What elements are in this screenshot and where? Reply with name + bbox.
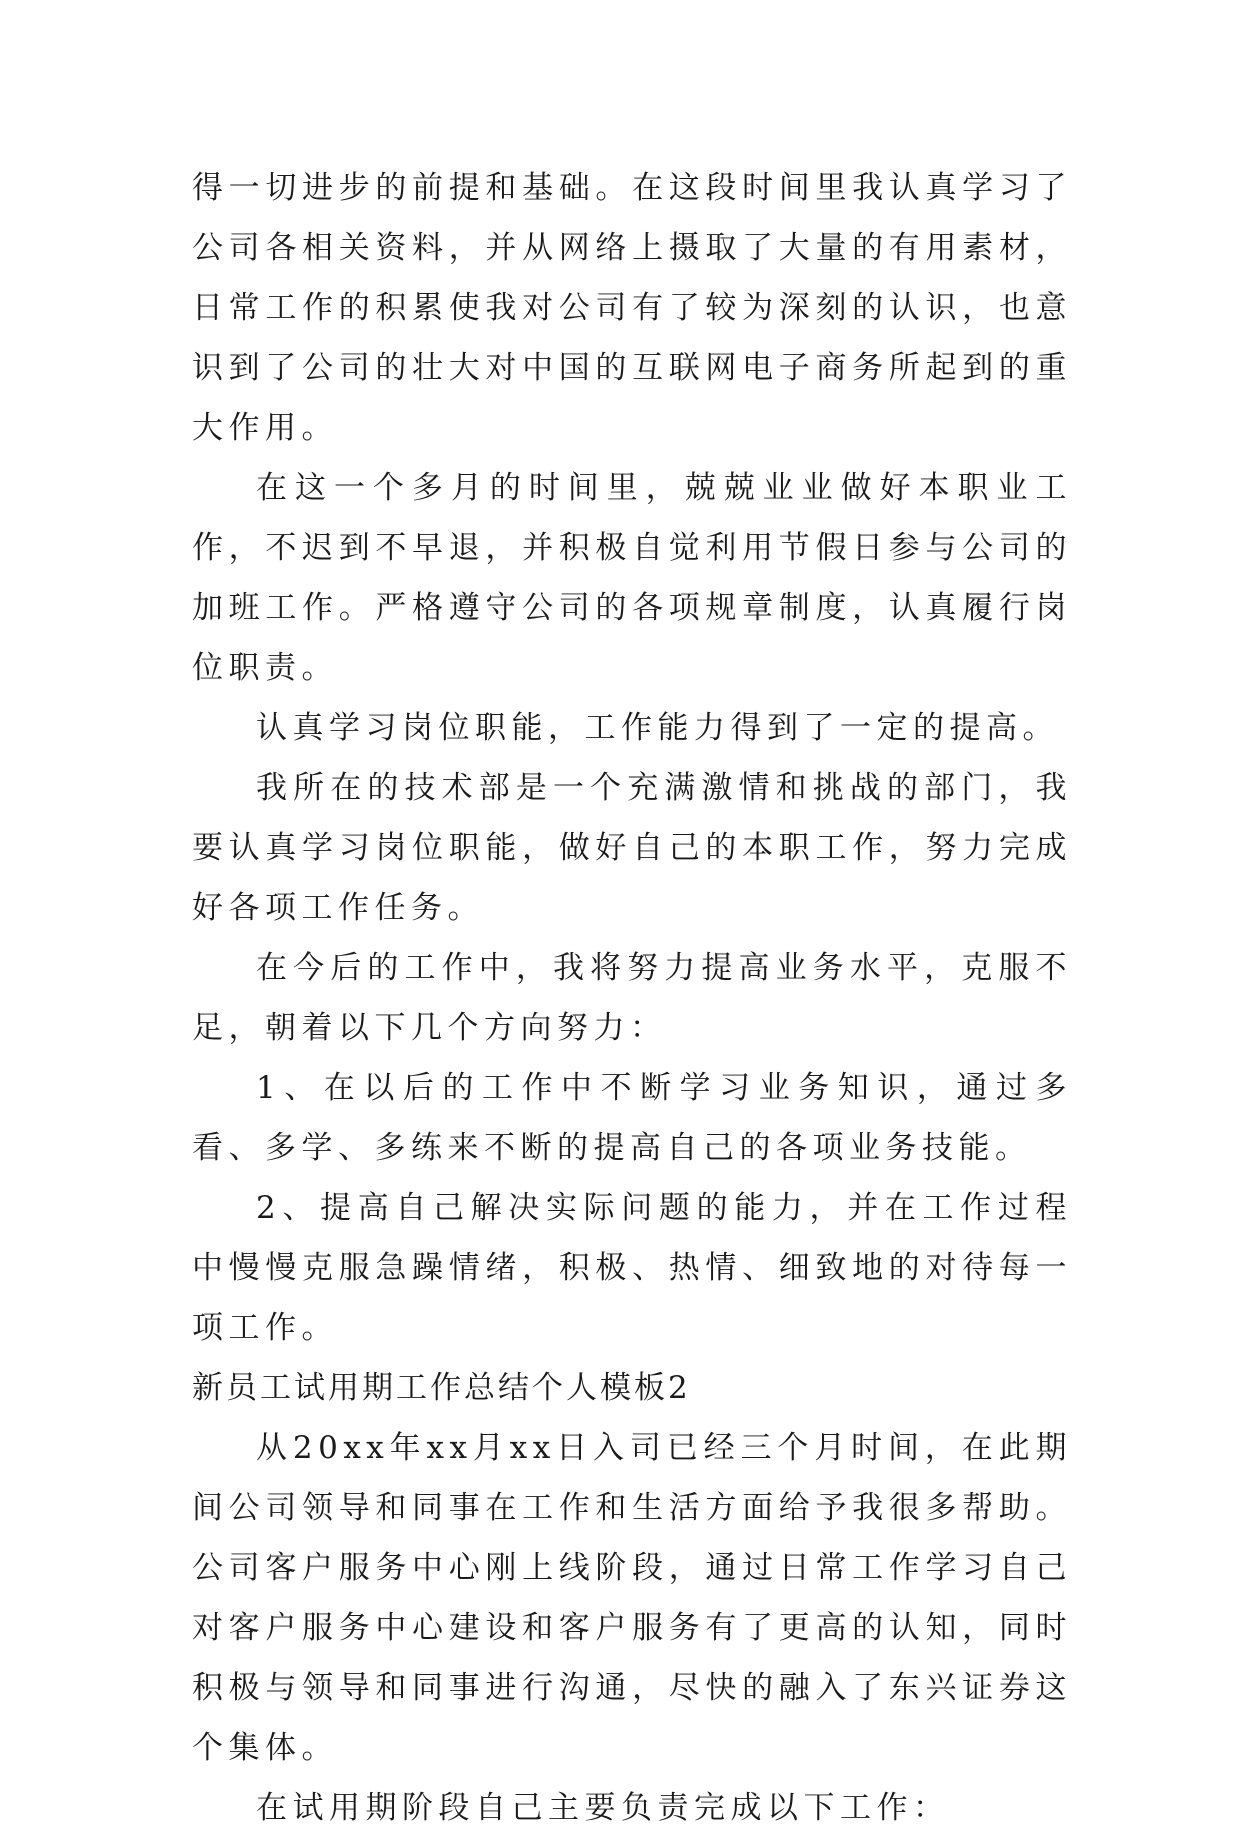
paragraph: 认真学习岗位职能，工作能力得到了一定的提高。: [256, 710, 1059, 746]
paragraph: 在这一个多月的时间里，兢兢业业做好本职业工作，不迟到不早退，并积极自觉利用节假日参与公司的加班工作。严格遵守公司的各项规章制度，认真履行岗位职责。: [192, 470, 1072, 686]
list-item: 1、在以后的工作中不断学习业务知识，通过多看、多学、多练来不断的提高自己的各项业务技能。: [192, 1070, 1072, 1166]
paragraph: 得一切进步的前提和基础。在这段时间里我认真学习了公司各相关资料，并从网络上摄取了大量的有用素材，日常工作的积累使我对公司有了较为深刻的认识，也意识到了公司的壮大对中国的互联网电子商务所起到的重大作用。: [192, 170, 1072, 446]
paragraph: 在试用期阶段自己主要负责完成以下工作：: [256, 1790, 950, 1826]
section-heading: 新员工试用期工作总结个人模板2: [192, 1370, 691, 1406]
list-item: 2、提高自己解决实际问题的能力，并在工作过程中慢慢克服急躁情绪，积极、热情、细致地的对待每一项工作。: [192, 1190, 1072, 1346]
paragraph: 在今后的工作中，我将努力提高业务水平，克服不足，朝着以下几个方向努力：: [192, 950, 1072, 1046]
document-body: [192, 158, 1072, 1838]
paragraph: 从20xx年xx月xx日入司已经三个月时间，在此期间公司领导和同事在工作和生活方面给予我很多帮助。公司客户服务中心刚上线阶段，通过日常工作学习自己对客户服务中心建设和客户服务有了更高的认知，同时积极与领导和同事进行沟通，尽快的融入了东兴证券这个集体。: [192, 1430, 1072, 1766]
paragraph: 我所在的技术部是一个充满激情和挑战的部门，我要认真学习岗位职能，做好自己的本职工作，努力完成好各项工作任务。: [192, 770, 1072, 926]
